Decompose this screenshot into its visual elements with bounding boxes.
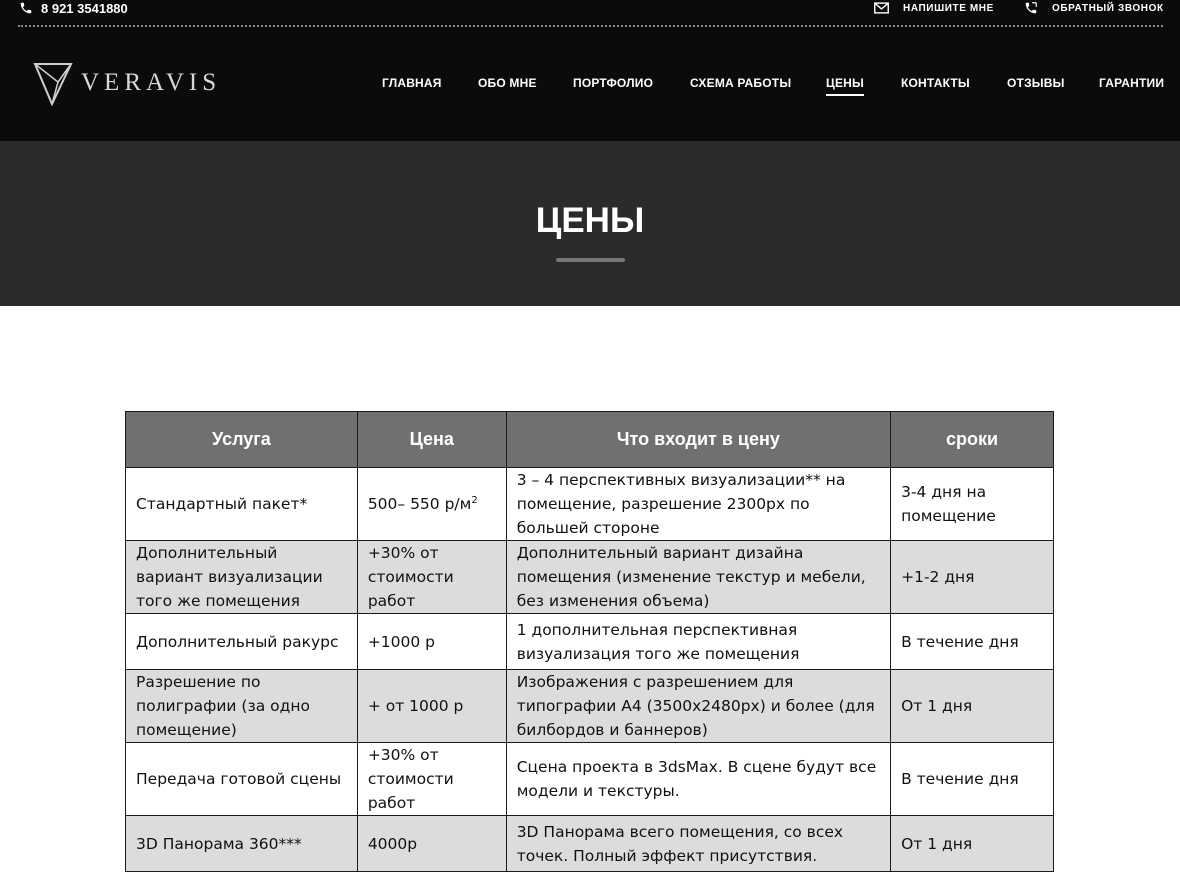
cell-service: Дополнительный вариант визуализации того же помещения bbox=[126, 541, 358, 614]
nav-item-contacts[interactable]: КОНТАКТЫ bbox=[901, 76, 970, 90]
column-header-term: сроки bbox=[891, 412, 1054, 468]
nav-item-prices[interactable]: ЦЕНЫ bbox=[826, 76, 864, 90]
table-row bbox=[126, 614, 1054, 670]
phone-icon bbox=[18, 1, 33, 16]
table-header-row bbox=[126, 412, 1054, 468]
nav-item-reviews[interactable]: ОТЗЫВЫ bbox=[1007, 76, 1065, 90]
page-title: ЦЕНЫ bbox=[535, 201, 645, 240]
site-header bbox=[0, 0, 1180, 141]
callback-label: ОБРАТНЫЙ ЗВОНОК bbox=[1052, 2, 1164, 14]
cell-service: Передача готовой сцены bbox=[126, 743, 358, 816]
cell-term: +1-2 дня bbox=[891, 541, 1054, 614]
nav-item-about[interactable]: ОБО МНЕ bbox=[478, 76, 537, 90]
cell-includes: Изображения с разрешением для типографии А4 (3500х2480px) и более (для билбордов и баннеров) bbox=[506, 670, 890, 743]
cell-includes: 3 – 4 перспективных визуализации** на помещение, разрешение 2300px по большей стороне bbox=[506, 468, 890, 541]
cell-price: +1000 р bbox=[357, 614, 506, 670]
cell-includes: 3D Панорама всего помещения, со всех точек. Полный эффект присутствия. bbox=[506, 816, 890, 872]
cell-term: В течение дня bbox=[891, 614, 1054, 670]
contacts-row bbox=[0, 0, 1180, 20]
phone-link[interactable] bbox=[18, 0, 128, 16]
write-me-link[interactable] bbox=[874, 0, 994, 16]
cell-term: От 1 дня bbox=[891, 670, 1054, 743]
cell-term: 3-4 дня на помещение bbox=[891, 468, 1054, 541]
nav-item-workflow[interactable]: СХЕМА РАБОТЫ bbox=[690, 76, 792, 90]
cell-term: В течение дня bbox=[891, 743, 1054, 816]
table-row bbox=[126, 468, 1054, 541]
cell-price: 4000р bbox=[357, 816, 506, 872]
callback-link[interactable] bbox=[1023, 0, 1164, 16]
phone-number: 8 921 3541880 bbox=[41, 0, 128, 16]
cell-price bbox=[357, 468, 506, 541]
cell-includes: Сцена проекта в 3dsMax. В сцене будут все модели и текстуры. bbox=[506, 743, 890, 816]
cell-includes: Дополнительный вариант дизайна помещения (изменение текстур и мебели, без изменения объема) bbox=[506, 541, 890, 614]
cell-price: +30% от стоимости работ bbox=[357, 541, 506, 614]
table-row bbox=[126, 670, 1054, 743]
header-divider bbox=[18, 25, 1163, 27]
price-value: 500– 550 р/м bbox=[367, 495, 472, 513]
nav-item-guarantees[interactable]: ГАРАНТИИ bbox=[1099, 76, 1165, 90]
title-underline bbox=[556, 258, 625, 262]
nav-item-home[interactable]: ГЛАВНАЯ bbox=[382, 76, 442, 90]
table-row bbox=[126, 816, 1054, 872]
column-header-service: Услуга bbox=[126, 412, 358, 468]
write-me-label: НАПИШИТЕ МНЕ bbox=[903, 2, 994, 14]
cell-service: Стандартный пакет* bbox=[126, 468, 358, 541]
table-row bbox=[126, 541, 1054, 614]
price-table bbox=[125, 411, 1054, 872]
cell-service: 3D Панорама 360*** bbox=[126, 816, 358, 872]
cell-includes: 1 дополнительная перспективная визуализация того же помещения bbox=[506, 614, 890, 670]
envelope-icon bbox=[874, 1, 890, 15]
logo-text: VERAVIS bbox=[81, 69, 222, 96]
cell-term: От 1 дня bbox=[891, 816, 1054, 872]
main-nav bbox=[0, 76, 1180, 96]
price-superscript: 2 bbox=[471, 494, 478, 506]
table-row bbox=[126, 743, 1054, 816]
cell-price: +30% от стоимости работ bbox=[357, 743, 506, 816]
cell-price: + от 1000 р bbox=[357, 670, 506, 743]
cell-service: Дополнительный ракурс bbox=[126, 614, 358, 670]
page-banner bbox=[0, 141, 1180, 306]
column-header-includes: Что входит в цену bbox=[506, 412, 890, 468]
nav-item-portfolio[interactable]: ПОРТФОЛИО bbox=[573, 76, 654, 90]
phone-callback-icon bbox=[1023, 1, 1039, 15]
column-header-price: Цена bbox=[357, 412, 506, 468]
cell-service: Разрешение по полиграфии (за одно помещение) bbox=[126, 670, 358, 743]
